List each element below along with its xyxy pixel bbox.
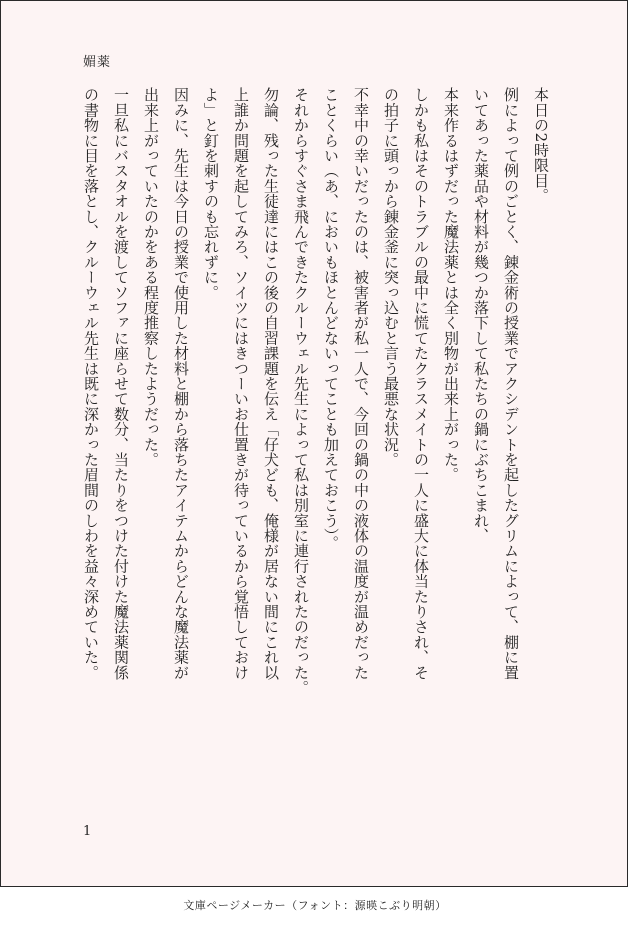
text-line: 勿論、残った生徒達にはこの後の自習課題を伝え「仔犬ども、俺様が居ない間にこれ以	[262, 87, 280, 680]
text-line: 上誰か問題を起してみろ、ソイツにはきつーいお仕置きが待っているから覚悟しておけ	[232, 87, 250, 680]
text-line: 不幸中の幸いだったのは、被害者が私一人で、今回の鍋の中の液体の温度が温めだった	[352, 87, 370, 680]
text-line: ことくらい（あ、においもほとんどないってことも加えておこう）。	[322, 87, 340, 551]
text-line: それからすぐさま飛んできたクルーウェル先生によって私は別室に連行されたのだった。	[292, 87, 310, 695]
text-line: 出来上がっていたのかをある程度推察したようだった。	[142, 87, 160, 467]
text-line: 本日の2時限目。	[532, 87, 550, 204]
text-line: 因みに、先生は今日の授業で使用した材料と棚から落ちたアイテムからどんな魔法薬が	[172, 87, 190, 680]
text-line: 本来作るはずだった魔法薬とは全く別物が出来上がった。	[442, 87, 460, 483]
text-line: の拍子に頭っから錬金釜に突っ込むと言う最悪な状況。	[382, 87, 400, 467]
text-line: いてあった薬品や材料が幾つか落下して私たちの鍋にぶちこまれ、	[472, 87, 490, 543]
text-line: の書物に目を落とし、クルーウェル先生は既に深かった眉間のしわを益々深めていた。	[82, 87, 100, 680]
page-number: 1	[83, 824, 92, 839]
text-line: しかも私はそのトラブルの最中に慌てたクラスメイトの一人に盛大に体当たりされ、そ	[412, 87, 430, 680]
page-title: 媚薬	[83, 55, 112, 70]
text-line: よ」と釘を刺すのも忘れずに。	[202, 87, 220, 300]
text-line: 例によって例のごとく、錬金術の授業でアクシデントを起したグリムによって、棚に置	[502, 87, 520, 680]
text-line: 一旦私にバスタオルを渡してソファに座らせて数分、当たりをつけた付けた魔法薬関係	[112, 87, 130, 680]
vertical-text-body	[76, 87, 556, 807]
footer-credit: 文庫ページメーカー（フォント：源暎こぶり明朝）	[183, 899, 447, 912]
